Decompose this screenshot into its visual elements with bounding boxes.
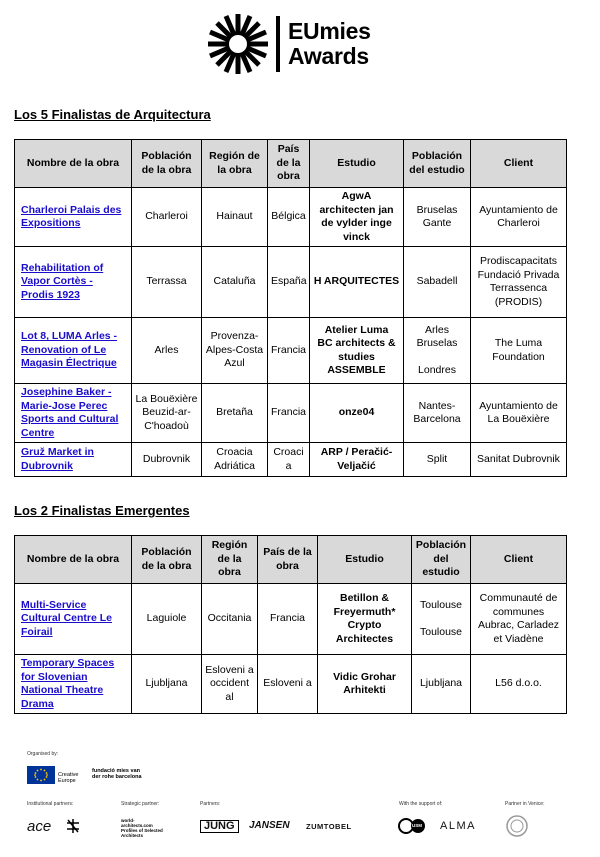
client-cell: Communauté de communes Aubrac, Carladez et Viadène: [471, 584, 567, 655]
region-cell: Esloveni a occident al: [202, 655, 258, 714]
institutional-emblem-icon: [65, 818, 81, 834]
creative-europe-text: Creative Europe: [58, 772, 79, 784]
table-row: [15, 247, 567, 318]
jansen-logo: JANSEN: [249, 820, 290, 831]
studio-cell: [318, 584, 412, 655]
table-header-row: [15, 536, 567, 584]
eu-stars-icon: [27, 766, 55, 784]
col-header-name: Nombre de la obra: [15, 140, 132, 188]
client-cell: Ayuntamiento de La Bouëxière: [471, 384, 567, 443]
fundacio-mies-logo: fundació mies van der rohe barcelona: [92, 768, 142, 780]
town-cell: Terrassa: [132, 247, 202, 318]
table-row: [15, 655, 567, 714]
studio-town-cell: Nantes-Barcelona: [404, 384, 471, 443]
region-cell: Provenza-Alpes-Costa Azul: [202, 318, 268, 384]
studio-town-cell: Split: [404, 443, 471, 477]
work-name-link[interactable]: Josephine Baker - Marie-Jose Perec Sports and Cultural Centre: [15, 384, 132, 443]
col-header-studio: Estudio: [318, 536, 412, 584]
starburst-icon: [206, 12, 270, 76]
studio-line: ASSEMBLE: [327, 364, 386, 376]
studio-town-line: Arles: [425, 323, 449, 336]
col-header-studio: Estudio: [310, 140, 404, 188]
studio-cell: H ARQUITECTES: [310, 247, 404, 318]
eumies-awards-logo: [206, 12, 396, 76]
studio-town-line: Toulouse: [419, 599, 463, 611]
zumtobel-logo: ZUMTOBEL: [306, 822, 352, 831]
region-cell: Occitania: [202, 584, 258, 655]
country-cell: Francia: [258, 584, 318, 655]
venice-partner-icon: [506, 815, 528, 837]
client-cell: Ayuntamiento de Charleroi: [471, 188, 567, 247]
partners-label: Partners:: [200, 801, 221, 807]
table-row: [15, 188, 567, 247]
town-cell: Charleroi: [132, 188, 202, 247]
country-cell: Bélgica: [268, 188, 310, 247]
studio-cell: ARP / Peračić-Veljačić: [310, 443, 404, 477]
client-cell: Sanitat Dubrovnik: [471, 443, 567, 477]
country-cell: Croaci a: [268, 443, 310, 477]
col-header-studio-town: Población del estudio: [412, 536, 471, 584]
town-cell: La Bouëxière Beuzid-ar-C'hoadoù: [132, 384, 202, 443]
town-cell: Arles: [132, 318, 202, 384]
architecture-finalists-table: [14, 139, 567, 477]
col-header-client: Client: [471, 140, 567, 188]
town-cell: Ljubljana: [132, 655, 202, 714]
studio-town-cell: [404, 318, 471, 384]
col-header-country: País de la obra: [268, 140, 310, 188]
work-name-link[interactable]: Temporary Spaces for Slovenian National Theatre Drama: [15, 655, 132, 714]
studio-town-line: Bruselas: [416, 203, 458, 216]
studio-line: Crypto Architectes: [335, 619, 394, 645]
town-cell: Laguiole: [132, 584, 202, 655]
studio-town-line: Londres: [418, 363, 456, 376]
col-header-region: Región de la obra: [202, 140, 268, 188]
table-header-row: [15, 140, 567, 188]
support-label: With the support of:: [399, 801, 443, 807]
studio-town-cell: [412, 584, 471, 655]
work-name-link[interactable]: Charleroi Palais des Expositions: [15, 188, 132, 247]
col-header-name: Nombre de la obra: [15, 536, 132, 584]
col-header-town: Población de la obra: [132, 536, 202, 584]
table-row: [15, 318, 567, 384]
alma-logo: ALMA: [440, 820, 476, 832]
work-name-link[interactable]: Rehabilitation of Vapor Cortès - Prodis 1923: [15, 247, 132, 318]
studio-town-line: Toulouse: [419, 625, 463, 638]
spacer: [407, 351, 467, 364]
strategic-partner-label: Strategic partner:: [121, 801, 160, 807]
logo-line-2: Awards: [288, 43, 369, 69]
town-cell: Dubrovnik: [132, 443, 202, 477]
country-cell: Esloveni a: [258, 655, 318, 714]
emerging-finalists-table: [14, 535, 567, 714]
jung-logo: JUNG: [200, 820, 239, 833]
studio-town-line: Gante: [422, 217, 452, 229]
footer-partners: [0, 740, 600, 857]
spacer: [415, 613, 467, 626]
studio-cell: onze04: [310, 384, 404, 443]
logo-wordmark: [288, 19, 371, 69]
studio-line: BC architects & studies: [317, 337, 396, 363]
col-header-studio-town: Población del estudio: [404, 140, 471, 188]
table-row: [15, 443, 567, 477]
col-header-country: País de la obra: [258, 536, 318, 584]
col-header-client: Client: [471, 536, 567, 584]
table-row: [15, 384, 567, 443]
logo-divider: [276, 16, 280, 72]
col-header-town: Población de la obra: [132, 140, 202, 188]
emerging-section-title: Los 2 Finalistas Emergentes: [14, 503, 190, 518]
ace-logo: ace: [27, 818, 52, 835]
country-cell: Francia: [268, 318, 310, 384]
table-row: [15, 584, 567, 655]
logo-line-1: EUmies: [288, 18, 371, 44]
studio-line: Atelier Luma: [324, 323, 389, 336]
col-header-region: Región de la obra: [202, 536, 258, 584]
organised-by-label: Organised by:: [27, 751, 59, 757]
studio-cell: [310, 318, 404, 384]
region-cell: Bretaña: [202, 384, 268, 443]
studio-cell: AgwA architecten jan de vylder inge vinck: [310, 188, 404, 247]
client-cell: L56 d.o.o.: [471, 655, 567, 714]
work-name-link[interactable]: Multi-Service Cultural Centre Le Foirail: [15, 584, 132, 655]
client-cell: The Luma Foundation: [471, 318, 567, 384]
eu-flag-icon: [27, 766, 55, 784]
venice-partner-label: Partner in Venice:: [505, 801, 545, 807]
work-name-link[interactable]: Lot 8, LUMA Arles - Renovation of Le Magasin Électrique: [15, 318, 132, 384]
studio-town-cell: Sabadell: [404, 247, 471, 318]
institutional-partners-label: Institutional partners:: [27, 801, 74, 807]
architecture-section-title: Los 5 Finalistas de Arquitectura: [14, 107, 211, 122]
world-architects-logo: world-architects.com Profiles of Selected Architects: [121, 818, 163, 838]
studio-town-cell: [404, 188, 471, 247]
region-cell: Hainaut: [202, 188, 268, 247]
studio-town-cell: Ljubljana: [412, 655, 471, 714]
studio-town-line: Bruselas: [416, 337, 458, 350]
region-cell: Croacia Adriática: [202, 443, 268, 477]
country-cell: Francia: [268, 384, 310, 443]
usm-logo-text: USM: [412, 823, 422, 828]
region-cell: Cataluña: [202, 247, 268, 318]
work-name-link[interactable]: Gruž Market in Dubrovnik: [15, 443, 132, 477]
studio-cell: Vidic Grohar Arhitekti: [318, 655, 412, 714]
client-cell: Prodiscapacitats Fundació Privada Terrassenca (PRODIS): [471, 247, 567, 318]
country-cell: España: [268, 247, 310, 318]
studio-line: Betillon & Freyermuth*: [333, 592, 396, 618]
